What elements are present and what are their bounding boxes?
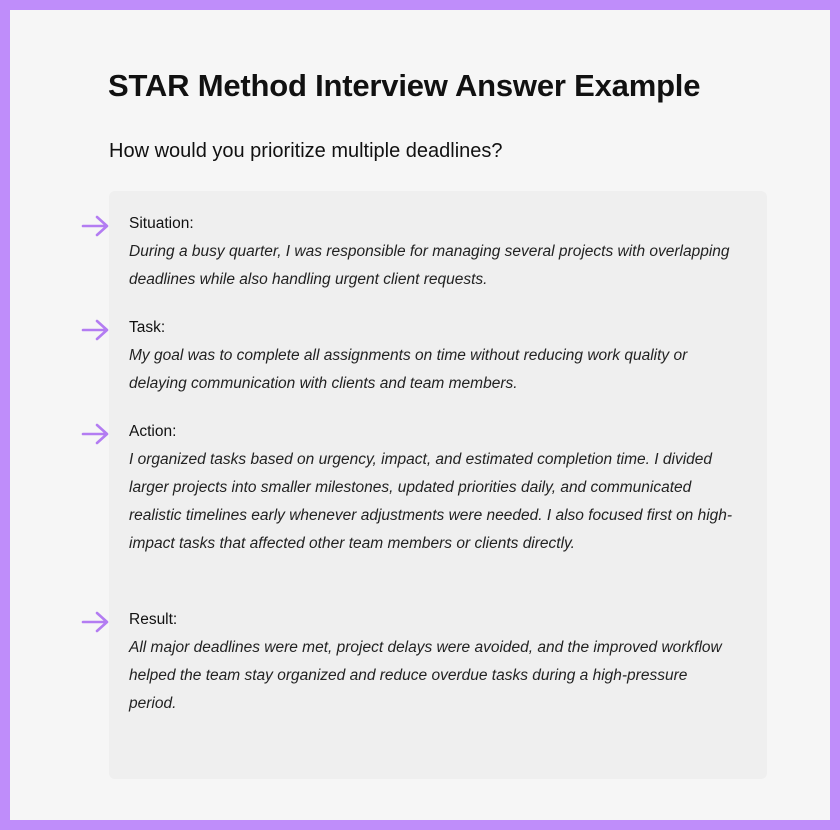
section-label-result: Result:	[129, 611, 178, 628]
arrow-right-icon	[81, 215, 111, 237]
arrow-right-icon	[81, 423, 111, 445]
arrow-right-icon	[81, 319, 111, 341]
section-label-situation: Situation:	[129, 215, 194, 232]
section-text-action: I organized tasks based on urgency, impact, and estimated completion time. I divided larger projects into smaller milestones, updated priorities daily, and communicated realistic timelines early whenever adjustments were needed. I also focused first on high-impact tasks that affected other team members or clients directly.	[129, 451, 733, 552]
section-text-result: All major deadlines were met, project delays were avoided, and the improved workflow helped the team stay organized and reduce overdue tasks during a high-pressure period.	[129, 639, 722, 712]
section-label-action: Action:	[129, 423, 177, 440]
section-label-task: Task:	[129, 319, 166, 336]
interview-question: How would you prioritize multiple deadlines?	[109, 140, 503, 162]
arrow-right-icon	[81, 611, 111, 633]
section-text-situation: During a busy quarter, I was responsible for managing several projects with overlapping deadlines while also handling urgent client requests.	[129, 243, 730, 288]
page-title: STAR Method Interview Answer Example	[108, 68, 701, 103]
section-text-task: My goal was to complete all assignments on time without reducing work quality or delaying communication with clients and team members.	[129, 347, 688, 392]
